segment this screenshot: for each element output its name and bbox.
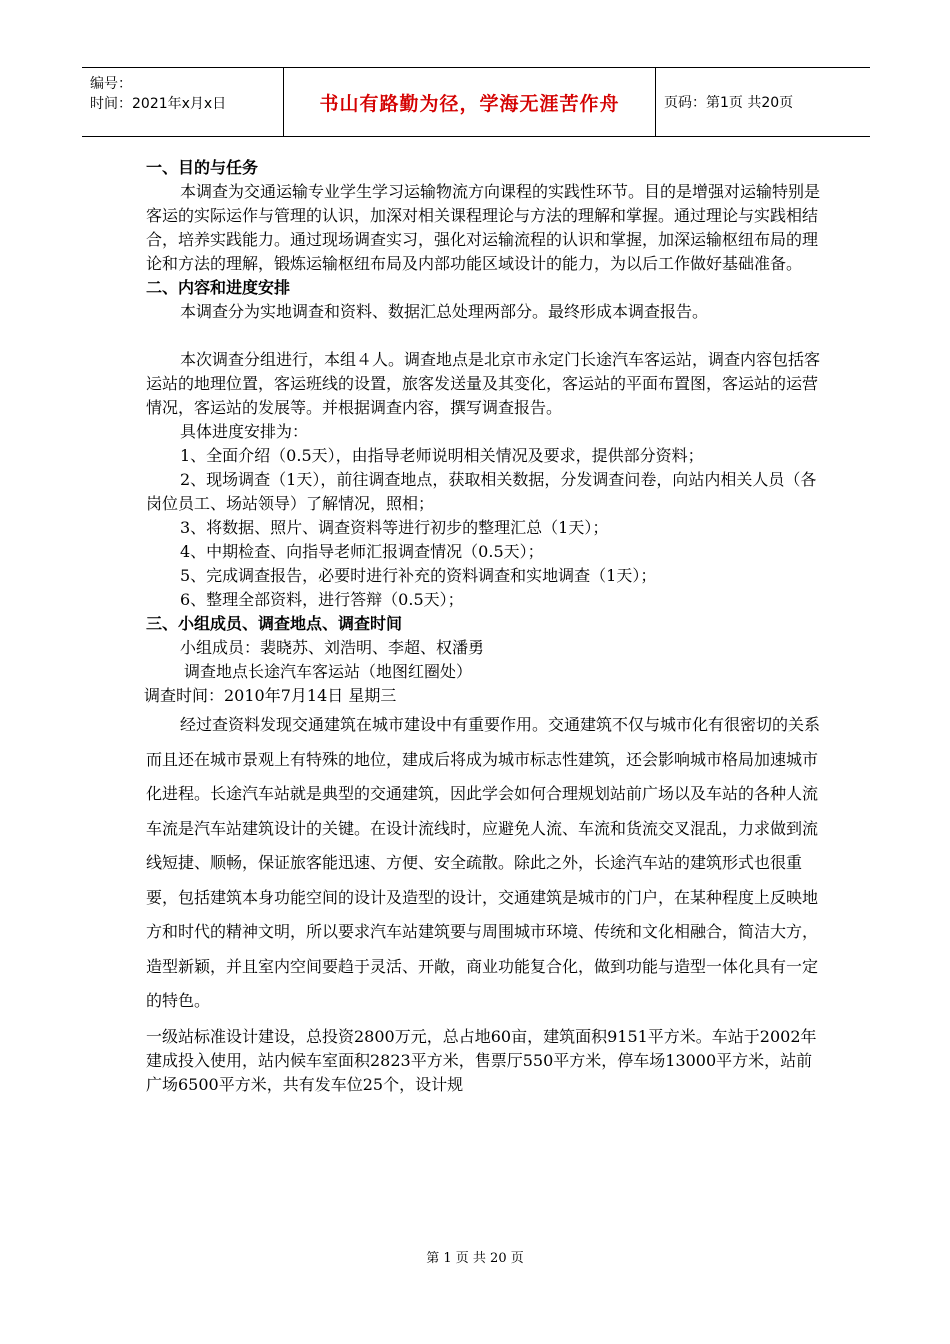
schedule-item: 5、完成调查报告，必要时进行补充的资料调查和实地调查（1天）； (180, 566, 657, 585)
section-title-2: 二、内容和进度安排 (146, 278, 291, 297)
section-title-1: 一、目的与任务 (146, 158, 259, 177)
page-footer: 第 1 页 共 20 页 (426, 1251, 524, 1266)
section-1-paragraph: 本调查为交通运输专业学生学习运输物流方向课程的实践性环节。目的是增强对运输特别是客运的实际运作与管理的认识，加深对相关课程理论与方法的理解和掌握。通过理论与实践相结合，培养实践能力。通过现场调查实习，强化对运输流程的认识和掌握，加深运输枢纽布局的理论和方法的理解，锻炼运输枢纽布局及内部功能区域设计的能力，为以后工作做好基础准备。 (146, 182, 821, 273)
header-divider (655, 68, 656, 136)
group-members: 小组成员：裴晓苏、刘浩明、李超、权潘勇 (180, 638, 485, 657)
survey-time: 调查时间：2010年7月14日 星期三 (144, 686, 397, 705)
document-header (82, 67, 870, 137)
schedule-intro: 具体进度安排为： (180, 422, 309, 441)
survey-location: 调查地点长途汽车客运站（地图红圈处） (184, 662, 473, 681)
header-meta (90, 74, 226, 114)
section-title-3: 三、小组成员、调查地点、调查时间 (146, 614, 403, 633)
section-3-paragraph-2: 一级站标准设计建设，总投资2800万元，总占地60亩，建筑面积9151平方米。车站于2002年建成投入使用，站内候车室面积2823平方米，售票厅550平方米，停车场13000平方米，站前广场6500平方米，共有发车位25个，设计规 (146, 1026, 817, 1094)
section-2-paragraph-2: 本次调查分组进行，本组４人。调查地点是北京市永定门长途汽车客运站，调查内容包括客运站的地理位置，客运班线的设置，旅客发送量及其变化，客运站的平面布置图，客运站的运营情况，客运站的发展等。并根据调查内容，撰写调查报告。 (146, 350, 821, 417)
document-body (146, 156, 826, 1097)
header-page-info: 页码：第1页 共20页 (664, 95, 794, 111)
schedule-item: 2、现场调查（1天），前往调查地点，获取相关数据，分发调查问卷，向站内相关人员（各岗位员工、场站领导）了解情况，照相； (146, 470, 817, 513)
section-2-paragraph-1: 本调查分为实地调查和资料、数据汇总处理两部分。最终形成本调查报告。 (180, 302, 709, 321)
section-3-paragraph-1: 经过查资料发现交通建筑在城市建设中有重要作用。交通建筑不仅与城市化有很密切的关系而且还在城市景观上有特殊的地位，建成后将成为城市标志性建筑，还会影响城市格局加速城市化进程。长途汽车站就是典型的交通建筑，因此学会如何合理规划站前广场以及车站的各种人流车流是汽车站建筑设计的关键。在设计流线时，应避免人流、车流和货流交叉混乱，力求做到流线短捷、顺畅，保证旅客能迅速、方便、安全疏散。除此之外，长途汽车站的建筑形式也很重要，包括建筑本身功能空间的设计及造型的设计，交通建筑是城市的门户，在某种程度上反映地方和时代的精神文明，所以要求汽车站建筑要与周围城市环境、传统和文化相融合，简洁大方，造型新颖，并且室内空间要趋于灵活、开敞，商业功能复合化，做到功能与造型一体化具有一定的特色。 (146, 715, 821, 1010)
schedule-item: 1、全面介绍（0.5天），由指导老师说明相关情况及要求，提供部分资料； (180, 446, 704, 465)
schedule-item: 4、中期检查、向指导老师汇报调查情况（0.5天）； (180, 542, 544, 561)
time-label: 时间：2021年x月x日 (90, 96, 227, 112)
schedule-item: 3、将数据、照片、调查资料等进行初步的整理汇总（1天）； (180, 518, 609, 537)
number-label: 编号： (90, 76, 132, 92)
schedule-item: 6、整理全部资料，进行答辩（0.5天）； (180, 590, 464, 609)
header-motto: 书山有路勤为径，学海无涯苦作舟 (319, 92, 620, 115)
